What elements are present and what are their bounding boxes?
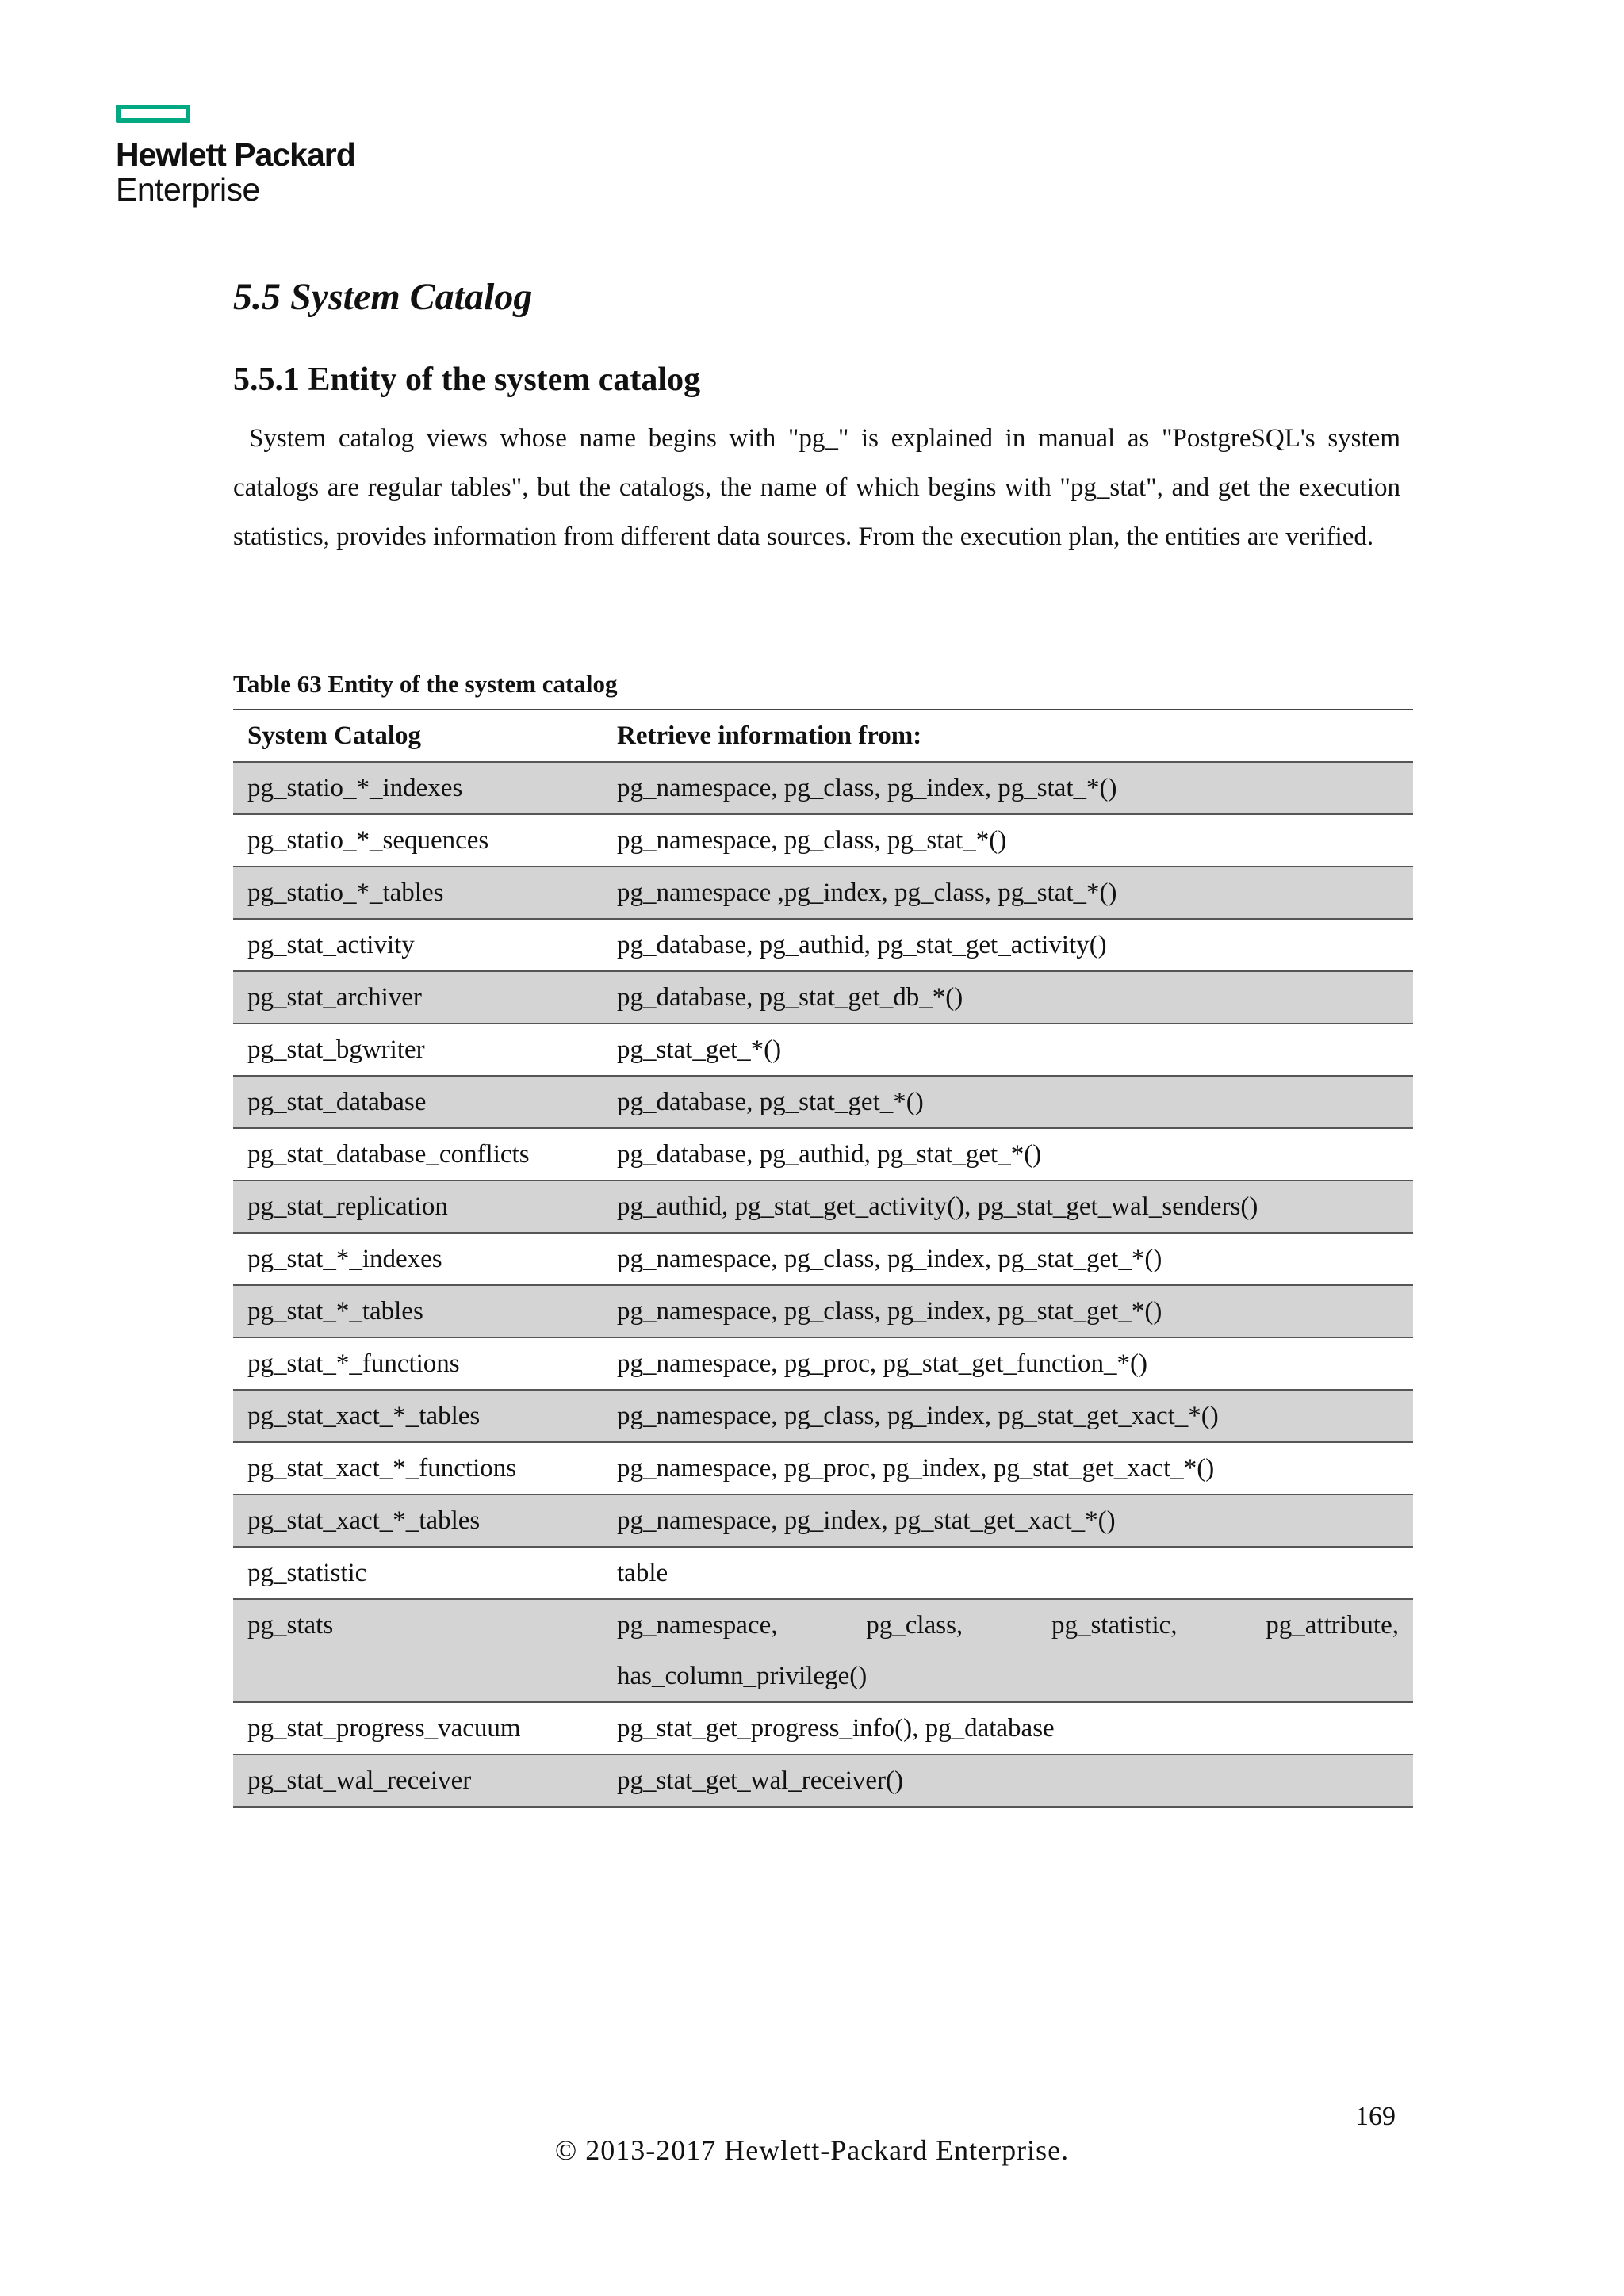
catalog-name-cell: pg_stat_archiver [233, 971, 603, 1024]
copyright-notice: © 2013-2017 Hewlett-Packard Enterprise. [554, 2134, 1070, 2166]
table-row [233, 1599, 1413, 1702]
table-row [233, 1755, 1413, 1807]
table-row [233, 1024, 1413, 1076]
catalog-name-cell: pg_statio_*_indexes [233, 762, 603, 814]
table-row [233, 1442, 1413, 1494]
table-row [233, 1547, 1413, 1599]
catalog-name-cell: pg_statio_*_tables [233, 867, 603, 919]
company-logo [116, 105, 370, 207]
logo-text-line1: Hewlett Packard [116, 136, 355, 173]
column-header-system-catalog: System Catalog [233, 710, 603, 762]
source-cell: pg_database, pg_authid, pg_stat_get_activity() [603, 919, 1413, 971]
source-cell: pg_stat_get_*() [603, 1024, 1413, 1076]
table-header-row [233, 710, 1413, 762]
table-row [233, 1128, 1413, 1181]
source-cell: pg_namespace, pg_class, pg_stat_*() [603, 814, 1413, 867]
table-row [233, 762, 1413, 814]
table-row [233, 1076, 1413, 1128]
catalog-name-cell: pg_stat_database_conflicts [233, 1128, 603, 1181]
table-row [233, 1285, 1413, 1337]
source-cell: pg_namespace, pg_proc, pg_stat_get_function_*() [603, 1337, 1413, 1390]
table-row [233, 919, 1413, 971]
table-row [233, 1390, 1413, 1442]
catalog-name-cell: pg_statio_*_sequences [233, 814, 603, 867]
catalog-name-cell: pg_stat_activity [233, 919, 603, 971]
catalog-name-cell: pg_stat_bgwriter [233, 1024, 603, 1076]
catalog-name-cell: pg_stat_progress_vacuum [233, 1702, 603, 1755]
source-cell: pg_stat_get_progress_info(), pg_database [603, 1702, 1413, 1755]
catalog-name-cell: pg_stats [233, 1599, 603, 1702]
logo-text-line2: Enterprise [116, 171, 260, 208]
catalog-name-cell: pg_stat_xact_*_functions [233, 1442, 603, 1494]
source-cell: pg_database, pg_authid, pg_stat_get_*() [603, 1128, 1413, 1181]
source-cell: pg_namespace, pg_proc, pg_index, pg_stat_get_xact_*() [603, 1442, 1413, 1494]
catalog-name-cell: pg_stat_*_indexes [233, 1233, 603, 1285]
catalog-name-cell: pg_statistic [233, 1547, 603, 1599]
source-cell: pg_namespace, pg_class, pg_statistic, pg_attribute, has_column_privilege() [603, 1599, 1413, 1702]
source-cell: pg_namespace, pg_index, pg_stat_get_xact_*() [603, 1494, 1413, 1547]
catalog-name-cell: pg_stat_replication [233, 1181, 603, 1233]
source-cell: pg_namespace, pg_class, pg_index, pg_stat_get_*() [603, 1233, 1413, 1285]
source-cell: pg_database, pg_stat_get_*() [603, 1076, 1413, 1128]
source-cell: pg_namespace, pg_class, pg_index, pg_stat_get_xact_*() [603, 1390, 1413, 1442]
table-row [233, 1702, 1413, 1755]
column-header-retrieve-from: Retrieve information from: [603, 710, 1413, 762]
source-cell: pg_namespace, pg_class, pg_index, pg_stat_*() [603, 762, 1413, 814]
source-cell: pg_database, pg_stat_get_db_*() [603, 971, 1413, 1024]
source-cell: pg_stat_get_wal_receiver() [603, 1755, 1413, 1807]
source-cell: pg_authid, pg_stat_get_activity(), pg_stat_get_wal_senders() [603, 1181, 1413, 1233]
table-row [233, 867, 1413, 919]
catalog-name-cell: pg_stat_database [233, 1076, 603, 1128]
source-cell: pg_namespace, pg_class, pg_index, pg_stat_get_*() [603, 1285, 1413, 1337]
catalog-name-cell: pg_stat_wal_receiver [233, 1755, 603, 1807]
table-row [233, 971, 1413, 1024]
catalog-name-cell: pg_stat_*_functions [233, 1337, 603, 1390]
table-row [233, 1337, 1413, 1390]
subsection-title: 5.5.1 Entity of the system catalog [233, 362, 701, 398]
system-catalog-table [233, 709, 1413, 1808]
page-number: 169 [1355, 2102, 1396, 2131]
catalog-name-cell: pg_stat_xact_*_tables [233, 1494, 603, 1547]
table-row [233, 814, 1413, 867]
source-cell: table [603, 1547, 1413, 1599]
table-row [233, 1494, 1413, 1547]
source-cell: pg_namespace ,pg_index, pg_class, pg_stat_*() [603, 867, 1413, 919]
catalog-name-cell: pg_stat_xact_*_tables [233, 1390, 603, 1442]
table-row [233, 1233, 1413, 1285]
table-caption: Table 63 Entity of the system catalog [233, 670, 618, 698]
logo-bar-icon [116, 105, 190, 123]
catalog-name-cell: pg_stat_*_tables [233, 1285, 603, 1337]
table-row [233, 1181, 1413, 1233]
section-title: 5.5 System Catalog [233, 276, 533, 318]
body-paragraph: System catalog views whose name begins with "pg_" is explained in manual as "PostgreSQL's system catalogs are regular tables", but the catalogs, the name of which begins with "pg_stat", and get the execution statistics, provides information from different data sources. From the execution plan, the entities are verified. [233, 424, 1400, 551]
